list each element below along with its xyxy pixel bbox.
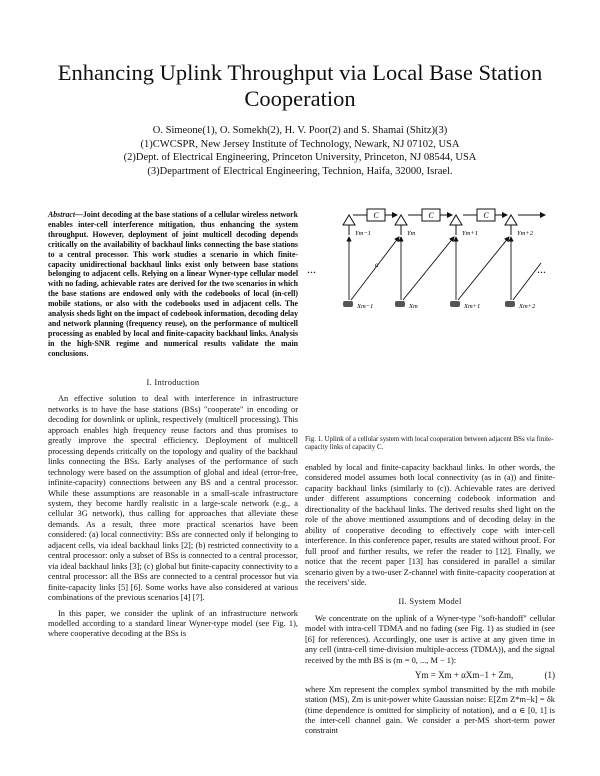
antenna-icon xyxy=(505,215,517,235)
x-label: Xm xyxy=(409,303,418,310)
intro-continued xyxy=(305,463,555,737)
y-label: Ym xyxy=(407,230,416,237)
mobile-icon xyxy=(450,301,460,307)
affiliation-3: (3)Department of Electrical Engineering, Technion, Haifa, 32000, Israel. xyxy=(147,165,453,177)
y-label: Ym−1 xyxy=(355,230,371,237)
affiliation-2: (2)Dept. of Electrical Engineering, Princeton University, Princeton, NJ 08544, USA xyxy=(123,152,477,163)
equation-1 xyxy=(305,666,555,684)
link-label: C xyxy=(483,211,489,220)
intro-paragraph-3: enabled by local and finite-capacity backhaul links. In other words, the considered model assumes both local connectivity (as in (a)) and finite-capacity backhaul links (similarly to (c)). Achievable rates are derived under different assumptions concerning codebook information and directionality of the backhaul links. The derived results shed light on the role of the above mentioned assumptions and of decoding delay in the ability of cooperative decoding to effectively cope with inter-cell interference. In this conference paper, results are stated without proof. For full proof and further results, we refer the reader to [12]. Finally, we notice that the recent paper [13] has considered in parallel a similar scenario given by a two-user Z-channel with finite-capacity cooperation at the receivers' side. xyxy=(305,463,555,587)
system-paragraph-2: where Xm represent the complex symbol transmitted by the mth mobile station (MS), Zm is unit-power white Gaussian noise: E[Zm Z*m−k] = δk (time dependence is omitted for simplicity of notation), and α ∈ [0, 1] is the inter-cell channel gain. We consider a per-MS short-term power constraint xyxy=(305,684,555,736)
y-labels xyxy=(355,230,534,237)
x-label: Xm−1 xyxy=(357,303,374,310)
link-label: C xyxy=(428,211,434,220)
intro-paragraph-2: In this paper, we consider the uplink of an infrastructure network modelled according to a standard linear Wyner-type model (see Fig. 1), where cooperative decoding at the BSs is xyxy=(48,608,298,639)
y-label: Ym+1 xyxy=(462,230,478,237)
x-label: Xm+2 xyxy=(519,303,536,310)
abstract-text: Joint decoding at the base stations of a cellular wireless network enables inter-cell interference mitigation, thus enhancing the system throughput. However, deployment of joint multicell decoding depends critically on the availability of backhaul links connecting the base stations to a central processor. This work studies a scenario in which finite-capacity unidirectional backhaul links exist only between base stations belonging to adjacent cells. Relying on a linear Wyner-type cellular model with no fading, achievable rates are derived for the two scenarios in which the base stations are endowed only with the codebooks of local (in-cell) mobile stations, or also with the codebooks used in adjacent cells. The analysis sheds light on the impact of codebook information, decoding delay and network planning (frequency reuse), on the performance of multicell processing as enabled by local and finite-capacity backhaul links. Analysis in the high-SNR regime and numerical results validate the main conclusions. xyxy=(48,210,298,358)
equation-body: Ym = Xm + αXm−1 + Zm, xyxy=(415,670,514,681)
author-block xyxy=(60,124,540,178)
figure-1 xyxy=(305,205,555,433)
mobile-icon xyxy=(395,301,405,307)
equation-number: (1) xyxy=(544,670,555,681)
abstract-label: Abstract— xyxy=(48,210,83,219)
abstract xyxy=(48,210,298,359)
antenna-icon xyxy=(343,215,355,235)
ellipsis-left: ... xyxy=(307,262,316,276)
affiliation-1: (1)CWCSPR, New Jersey Institute of Technology, Newark, NJ 07102, USA xyxy=(140,138,460,150)
author-names: O. Simeone(1), O. Somekh(2), H. V. Poor(2) and S. Shamai (Shitz)(3) xyxy=(152,125,448,136)
antenna-icon xyxy=(395,215,407,235)
ellipsis-right: ... xyxy=(537,262,546,276)
alpha-label: α xyxy=(375,261,379,269)
mobile-icon xyxy=(343,301,353,307)
system-model-heading: II. System Model xyxy=(398,597,462,607)
intro-section xyxy=(48,378,298,640)
figure-caption: Fig. 1. Uplink of a cellular system with local cooperation between adjacent BSs via finite-capacity links of capacity C. xyxy=(305,436,554,452)
system-paragraph-1: We concentrate on the uplink of a Wyner-type "soft-handoff" cellular model with intra-cell TDMA and no fading (see Fig. 1) as studied in (see [6] for references). Accordingly, one user is active at any given time in any cell (intra-cell time-division multiple-access (TDMA)), and the signal received by the mth BS is (m = 0, ..., M − 1): xyxy=(305,613,555,665)
paper-title: Enhancing Uplink Throughput via Local Base Station Cooperation xyxy=(57,60,543,111)
mobile-icon xyxy=(505,301,515,307)
link-boxes xyxy=(353,209,545,221)
antenna-icon xyxy=(450,215,462,235)
x-label: Xm+1 xyxy=(464,303,481,310)
link-label: C xyxy=(373,211,379,220)
intro-paragraph-1: An effective solution to deal with interference in infrastructure networks is to have the base stations (BSs) "cooperate" in encoding or decoding for downlink or uplink, respectively (multicell processing). This approach enables high frequency reuse factors and thus promises to greatly improve the spectral efficiency. Deployment of multicell processing depends critically on the topology and quality of the backhaul links connecting the BSs. Early analyses of the performance of such technology were based on the assumption of global and ideal (error-free, infinite-capacity) connections between any BS and a central processor. While these assumptions are reasonable in a small-scale infrastructure system, they become hardly realistic in a large-scale network (e.g., a cellular 3G network), thus calling for approaches that alleviate these demands. As a result, three more practical scenarios have been considered: (a) local connectivity: BSs are connected only if belonging to adjacent cells, via ideal backhaul links [2]; (b) restricted connectivity to a central processor: only a subset of BSs is connected to a central processor, via ideal backhaul links [3]; (c) global but finite-capacity connectivity to a central processor: all the BSs are connected to a central processor but via finite-capacity links [5] [6]. Some works have also considered at various combinations of the previous scenarios [4] [7]. xyxy=(48,394,298,603)
intro-heading: I. Introduction xyxy=(146,378,200,387)
y-label: Ym+2 xyxy=(517,230,533,237)
